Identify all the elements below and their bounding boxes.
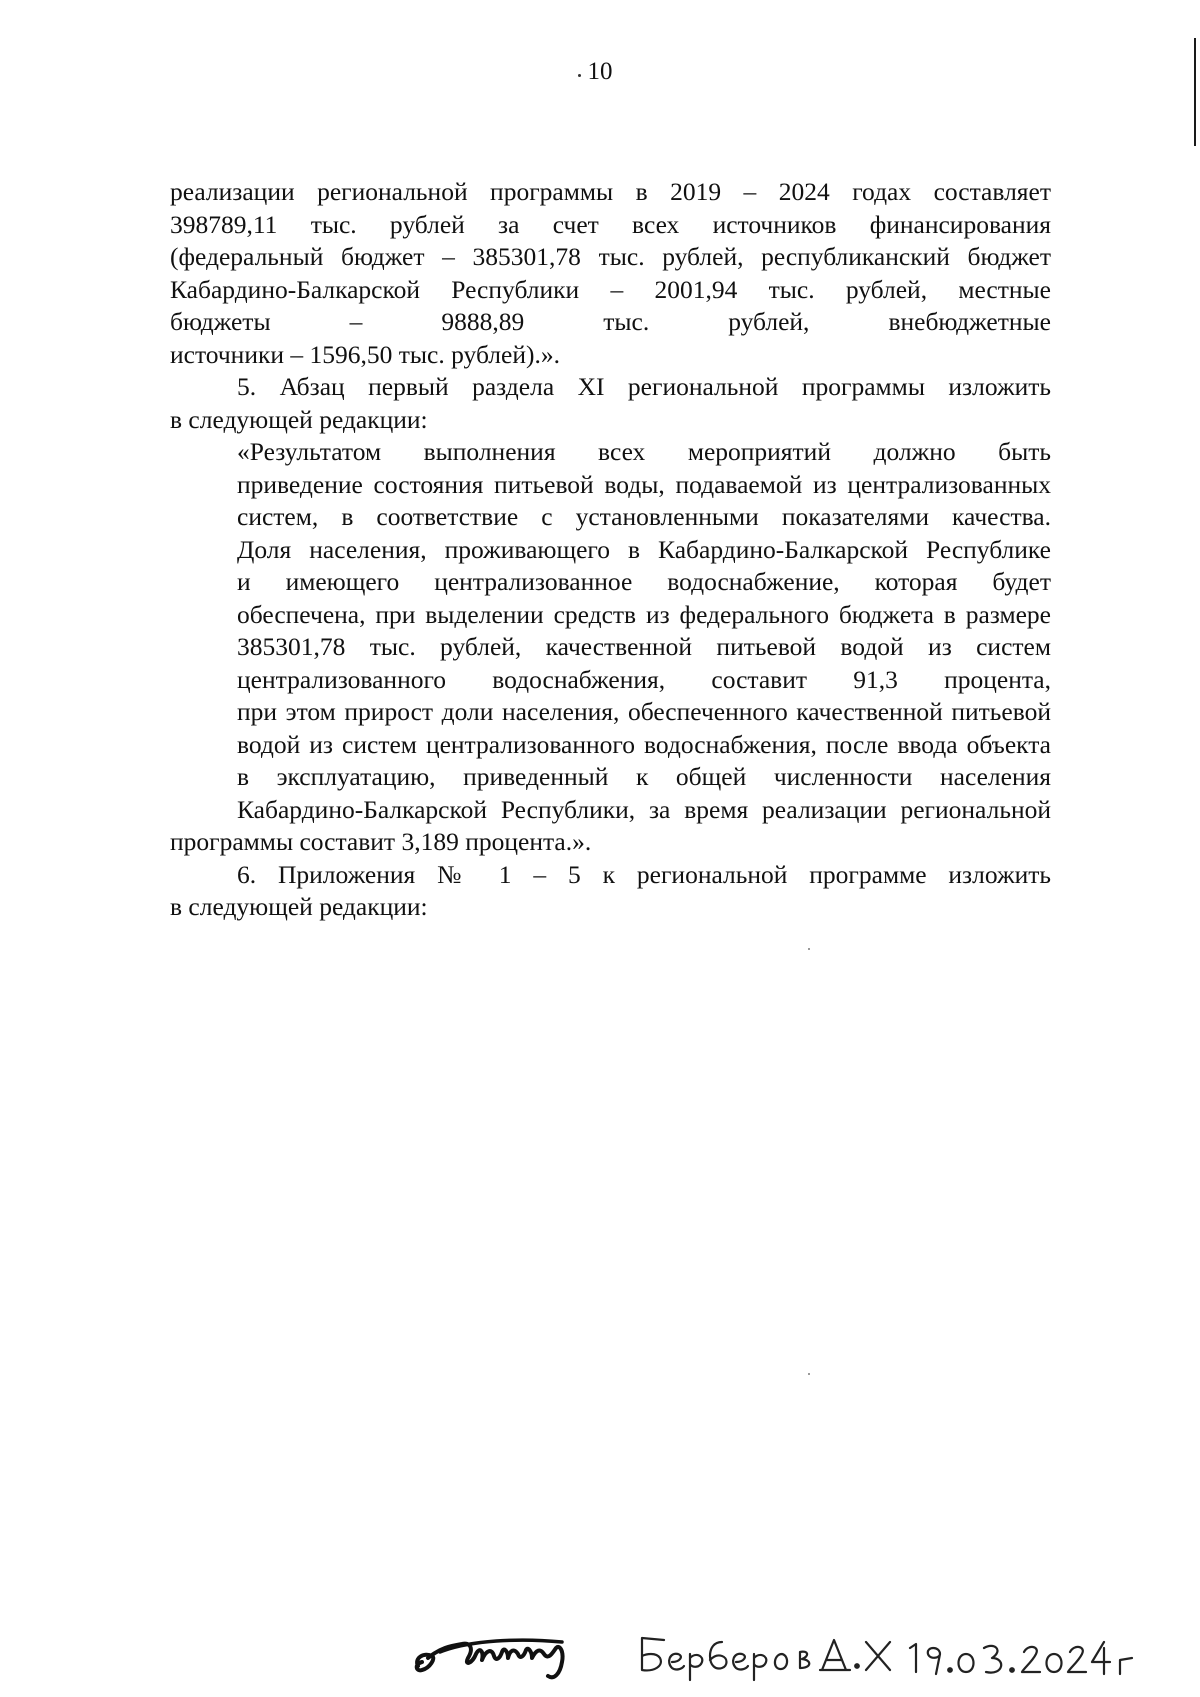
signature-scribble bbox=[417, 1640, 563, 1677]
text-line: и имеющего централизованное водоснабжение, которая будет bbox=[237, 567, 1051, 596]
text-line: 6. Приложения № 1 – 5 к региональной программе изложить bbox=[237, 859, 1051, 889]
paragraph-item-5 bbox=[170, 371, 1051, 436]
text-line: водой из систем централизованного водоснабжения, после ввода объекта bbox=[237, 729, 1051, 759]
text-line: 398789,11 тыс. рублей за счет всех источников финансирования bbox=[170, 209, 1051, 239]
text-line: при этом прирост доли населения, обеспеченного качественной питьевой bbox=[237, 697, 1051, 726]
text-line: Доля населения, проживающего в Кабардино-Балкарской Республике bbox=[237, 534, 1051, 564]
text-line: систем, в соответствие с установленными показателями качества. bbox=[237, 502, 1051, 531]
text-line: «Результатом выполнения всех мероприятий должно быть bbox=[237, 437, 1051, 466]
text-line: 385301,78 тыс. рублей, качественной питьевой водой из систем bbox=[237, 632, 1051, 661]
page-number: 10 bbox=[587, 58, 613, 85]
text-line-last: программы составит 3,189 процента.». bbox=[170, 827, 592, 856]
handwritten-name-date bbox=[642, 1638, 1132, 1680]
handwritten-footer bbox=[410, 1618, 1200, 1688]
handwritten-signature-and-note bbox=[410, 1618, 1200, 1688]
document-body bbox=[170, 176, 1051, 924]
text-line-last: в следующей редакции: bbox=[170, 892, 428, 921]
text-line: Кабардино-Балкарской Республики, за время реализации региональной bbox=[237, 794, 1051, 824]
text-line: бюджеты – 9888,89 тыс. рублей, внебюджетные bbox=[170, 307, 1051, 336]
text-line: Кабардино-Балкарской Республики – 2001,94 тыс. рублей, местные bbox=[170, 274, 1051, 304]
text-line: (федеральный бюджет – 385301,78 тыс. рублей, республиканский бюджет bbox=[170, 242, 1051, 271]
paragraph-item-6 bbox=[170, 859, 1051, 924]
text-line: реализации региональной программы в 2019 – 2024 годах составляет bbox=[170, 177, 1051, 206]
scan-speck bbox=[808, 1373, 810, 1375]
text-line: обеспечена, при выделении средств из федерального бюджета в размере bbox=[237, 599, 1051, 629]
scan-speck bbox=[808, 948, 810, 950]
text-line: приведение состояния питьевой воды, подаваемой из централизованных bbox=[237, 469, 1051, 499]
text-line: в эксплуатацию, приведенный к общей численности населения bbox=[237, 762, 1051, 791]
text-line-last: источники – 1596,50 тыс. рублей).». bbox=[170, 339, 560, 369]
text-line: 5. Абзац первый раздела XI региональной программы изложить bbox=[237, 372, 1051, 401]
paragraph-funding bbox=[170, 176, 1051, 371]
text-line: централизованного водоснабжения, составит 91,3 процента, bbox=[237, 664, 1051, 694]
text-line-last: в следующей редакции: bbox=[170, 404, 428, 434]
paragraph-results bbox=[170, 436, 1051, 859]
scan-edge-mark bbox=[1194, 38, 1196, 146]
